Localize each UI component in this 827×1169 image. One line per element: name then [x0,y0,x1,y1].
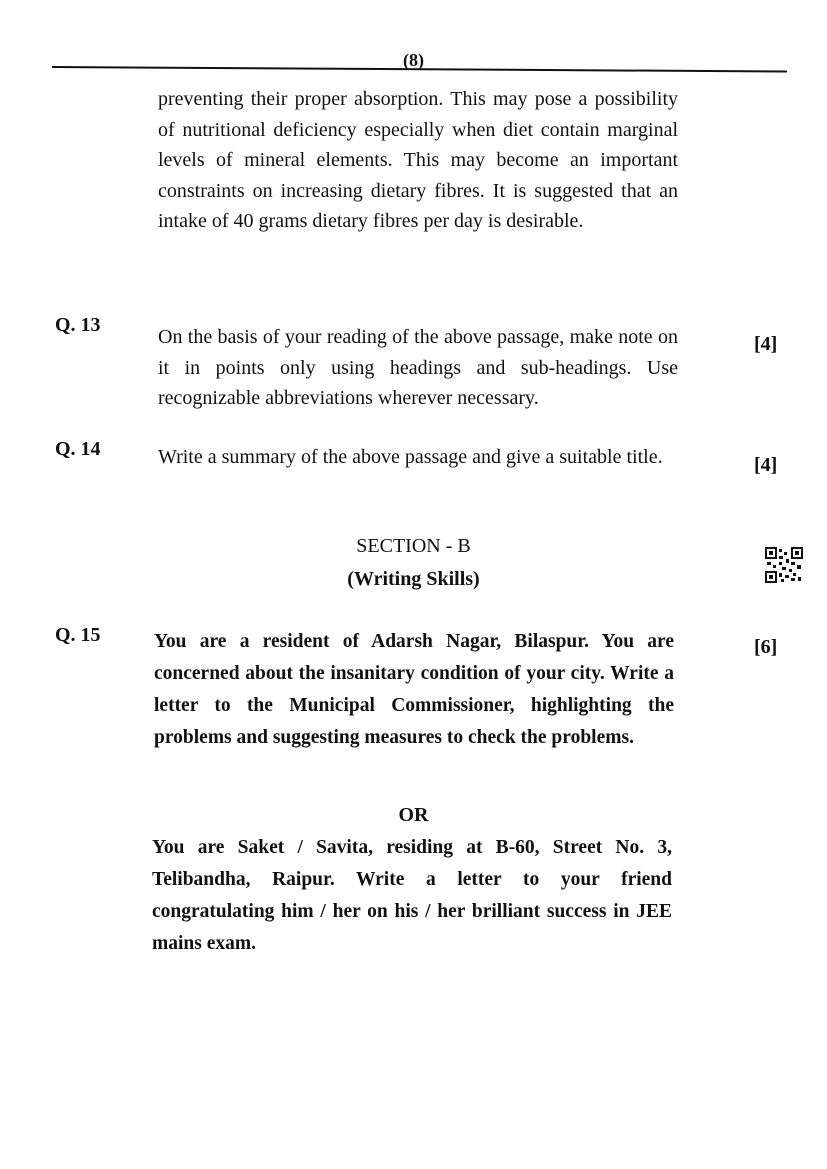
or-label: OR [398,804,429,826]
page-number: (8) [403,50,424,70]
section-subtitle: (Writing Skills) [347,568,480,590]
question-number-14: Q. 14 [55,438,101,460]
section-title: SECTION - B [356,535,471,557]
question-text-15-option-b: You are Saket / Savita, residing at B-60, Street No. 3, Telibandha, Raipur. Write a letter to your friend congratulating him / her on his / her brilliant success in JEE mains exam. [152,837,672,954]
question-number-15: Q. 15 [55,624,101,646]
continuation-paragraph: preventing their proper absorption. This may pose a possibility of nutritional deficiency especially when diet contain marginal levels of mineral elements. This may become an important constraints on increasing dietary fibres. It is suggested that an intake of 40 grams dietary fibres per day is desirable. [158,88,678,232]
question-number-13: Q. 13 [55,314,101,336]
question-text-15-option-a: You are a resident of Adarsh Nagar, Bilaspur. You are concerned about the insanitary condition of your city. Write a letter to the Municipal Commissioner, highlighting the problems and suggesting measures to check the problems. [154,631,674,748]
question-marks-14: [4] [754,454,778,476]
question-text-14: Write a summary of the above passage and give a suitable title. [158,446,663,468]
question-marks-15: [6] [754,636,778,658]
qr-code-icon [765,547,803,583]
question-text-13: On the basis of your reading of the above passage, make note on it in points only using headings and sub-headings. Use recognizable abbreviations wherever necessary. [158,326,678,409]
question-marks-13: [4] [754,333,778,355]
